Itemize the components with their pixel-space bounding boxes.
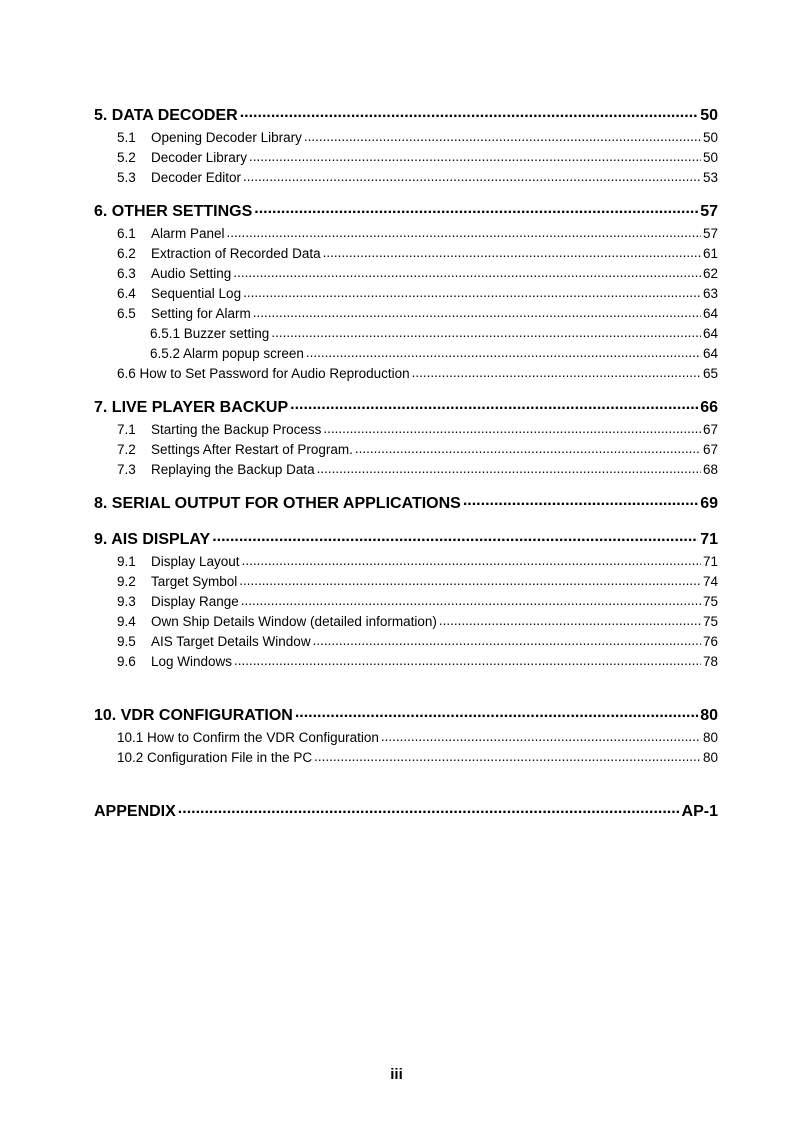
toc-entry-number: 6.3: [117, 265, 136, 281]
toc-entry-page: 61: [702, 245, 718, 261]
dot-leader: [295, 704, 698, 720]
toc-entry-page: 80: [700, 707, 718, 724]
dot-leader: [253, 304, 701, 318]
toc-entry-page: 53: [702, 169, 718, 185]
toc-entry[interactable]: [94, 440, 718, 457]
toc-entry-page: 76: [702, 633, 718, 649]
toc-entry-number: 6.5: [117, 305, 136, 321]
page-number: iii: [390, 1066, 403, 1083]
toc-entry-title: 6. OTHER SETTINGS: [94, 203, 253, 220]
dot-leader: [233, 264, 701, 278]
dot-leader: [240, 104, 698, 120]
toc-entry-page: 69: [700, 495, 718, 512]
toc-entry-number: 7.2: [117, 441, 136, 457]
toc-entry-number: 7.3: [117, 461, 136, 477]
toc-entry-number: 5.3: [117, 169, 136, 185]
toc-entry-title: Alarm Panel: [151, 225, 225, 241]
toc-entry-title: Starting the Backup Process: [151, 421, 322, 437]
toc-entry-title: Setting for Alarm: [151, 305, 251, 321]
dot-leader: [323, 244, 701, 258]
toc-entry[interactable]: [94, 128, 718, 145]
toc-entry-page: 57: [700, 203, 718, 220]
dot-leader: [249, 148, 701, 162]
dot-leader: [254, 200, 698, 216]
toc-entry-title: Sequential Log: [151, 285, 242, 301]
dot-leader: [243, 284, 701, 298]
toc-entry-title: Target Symbol: [151, 573, 238, 589]
toc-entry[interactable]: [94, 552, 718, 569]
dot-leader: [227, 224, 701, 238]
dot-leader: [412, 364, 701, 378]
toc-entry[interactable]: [94, 572, 718, 589]
toc-entry[interactable]: [94, 168, 718, 185]
toc-entry-page: 71: [700, 531, 718, 548]
toc-entry-title: Display Range: [151, 593, 239, 609]
toc-entry-page: 75: [702, 593, 718, 609]
toc-entry-title: 9. AIS DISPLAY: [94, 531, 211, 548]
dot-leader: [234, 652, 701, 666]
toc-entry[interactable]: [94, 612, 718, 629]
toc-entry-page: 75: [702, 613, 718, 629]
toc-entry-page: 80: [702, 749, 718, 765]
toc-entry[interactable]: [94, 224, 718, 241]
toc-entry-title: 8. SERIAL OUTPUT FOR OTHER APPLICATIONS: [94, 495, 461, 512]
toc-entry-page: 71: [702, 553, 718, 569]
toc-entry-title: 7. LIVE PLAYER BACKUP: [94, 399, 289, 416]
toc-entry-title: 10.1 How to Confirm the VDR Configuration: [117, 729, 379, 745]
toc-entry-title: Opening Decoder Library: [151, 129, 302, 145]
toc-chapter[interactable]: [94, 104, 718, 125]
toc-chapter[interactable]: [94, 528, 718, 549]
toc-entry[interactable]: [94, 652, 718, 669]
dot-leader: [290, 396, 698, 412]
toc-entry-title: Own Ship Details Window (detailed information): [151, 613, 437, 629]
toc-entry-page: 67: [702, 421, 718, 437]
toc-entry[interactable]: [94, 344, 718, 361]
toc-entry-page: 63: [702, 285, 718, 301]
toc-entry-number: 6.4: [117, 285, 136, 301]
toc-entry-number: 9.4: [117, 613, 136, 629]
toc-entry-page: AP-1: [681, 803, 718, 820]
dot-leader: [314, 748, 701, 762]
toc-entry-page: 74: [702, 573, 718, 589]
toc-entry[interactable]: [94, 148, 718, 165]
toc-entry-page: 57: [702, 225, 718, 241]
toc-entry-title: 5. DATA DECODER: [94, 107, 238, 124]
toc-entry-title: Display Layout: [151, 553, 240, 569]
toc-entry-title: Decoder Editor: [151, 169, 242, 185]
toc-entry-title: Settings After Restart of Program.: [151, 441, 353, 457]
toc-entry-title: 6.5.1 Buzzer setting: [150, 325, 270, 341]
toc-chapter[interactable]: [94, 704, 718, 725]
dot-leader: [355, 440, 701, 454]
toc-entry-number: 9.5: [117, 633, 136, 649]
toc-entry[interactable]: [94, 304, 718, 321]
toc-entry[interactable]: [94, 592, 718, 609]
toc-entry-page: 78: [702, 653, 718, 669]
dot-leader: [212, 528, 698, 544]
dot-leader: [243, 168, 701, 182]
toc-entry[interactable]: [94, 244, 718, 261]
toc-entry[interactable]: [94, 284, 718, 301]
toc-entry-page: 67: [702, 441, 718, 457]
toc-entry[interactable]: [94, 632, 718, 649]
dot-leader: [306, 344, 701, 358]
toc-entry-title: APPENDIX: [94, 803, 176, 820]
toc-entry-title: Extraction of Recorded Data: [151, 245, 321, 261]
toc-entry-number: 9.2: [117, 573, 136, 589]
dot-leader: [317, 460, 701, 474]
dot-leader: [439, 612, 701, 626]
toc-entry[interactable]: [94, 264, 718, 281]
toc-entry-title: Decoder Library: [151, 149, 248, 165]
dot-leader: [241, 592, 701, 606]
toc-entry-title: 6.5.2 Alarm popup screen: [150, 345, 304, 361]
dot-leader: [178, 800, 680, 816]
toc-entry-title: Audio Setting: [151, 265, 232, 281]
toc-entry-number: 5.1: [117, 129, 136, 145]
dot-leader: [304, 128, 701, 142]
toc-entry-number: 6.2: [117, 245, 136, 261]
toc-entry-title: Replaying the Backup Data: [151, 461, 315, 477]
toc-chapter[interactable]: [94, 492, 718, 513]
toc-entry-page: 65: [702, 365, 718, 381]
toc-entry[interactable]: [94, 460, 718, 477]
dot-leader: [463, 492, 698, 508]
dot-leader: [271, 324, 701, 338]
toc-entry-number: 7.1: [117, 421, 136, 437]
toc-entry-page: 64: [702, 305, 718, 321]
toc-entry-number: 9.6: [117, 653, 136, 669]
dot-leader: [242, 552, 701, 566]
toc-entry-number: 9.3: [117, 593, 136, 609]
dot-leader: [239, 572, 701, 586]
toc-chapter[interactable]: [94, 396, 718, 417]
toc-entry-number: 9.1: [117, 553, 136, 569]
toc-chapter[interactable]: [94, 800, 718, 821]
toc-entry-number: 6.1: [117, 225, 136, 241]
toc-entry-page: 66: [700, 399, 718, 416]
toc-entry-title: Log Windows: [151, 653, 233, 669]
toc-entry-page: 64: [702, 345, 718, 361]
toc-entry-page: 50: [700, 107, 718, 124]
toc-entry-title: 6.6 How to Set Password for Audio Reproduction: [117, 365, 410, 381]
toc-entry-page: 68: [702, 461, 718, 477]
toc-entry[interactable]: [94, 728, 718, 745]
toc-entry-page: 80: [702, 729, 718, 745]
dot-leader: [323, 420, 701, 434]
toc-entry-title: 10. VDR CONFIGURATION: [94, 707, 293, 724]
toc-entry[interactable]: [94, 420, 718, 437]
toc-entry-page: 50: [702, 129, 718, 145]
toc-entry[interactable]: [94, 364, 718, 381]
toc-entry[interactable]: [94, 324, 718, 341]
toc-entry-title: AIS Target Details Window: [151, 633, 311, 649]
toc-entry-page: 64: [702, 325, 718, 341]
dot-leader: [313, 632, 701, 646]
toc-entry[interactable]: [94, 748, 718, 765]
toc-entry-number: 5.2: [117, 149, 136, 165]
toc-entry-title: 10.2 Configuration File in the PC: [117, 749, 313, 765]
toc-chapter[interactable]: [94, 200, 718, 221]
toc-entry-page: 62: [702, 265, 718, 281]
dot-leader: [381, 728, 701, 742]
toc-entry-page: 50: [702, 149, 718, 165]
